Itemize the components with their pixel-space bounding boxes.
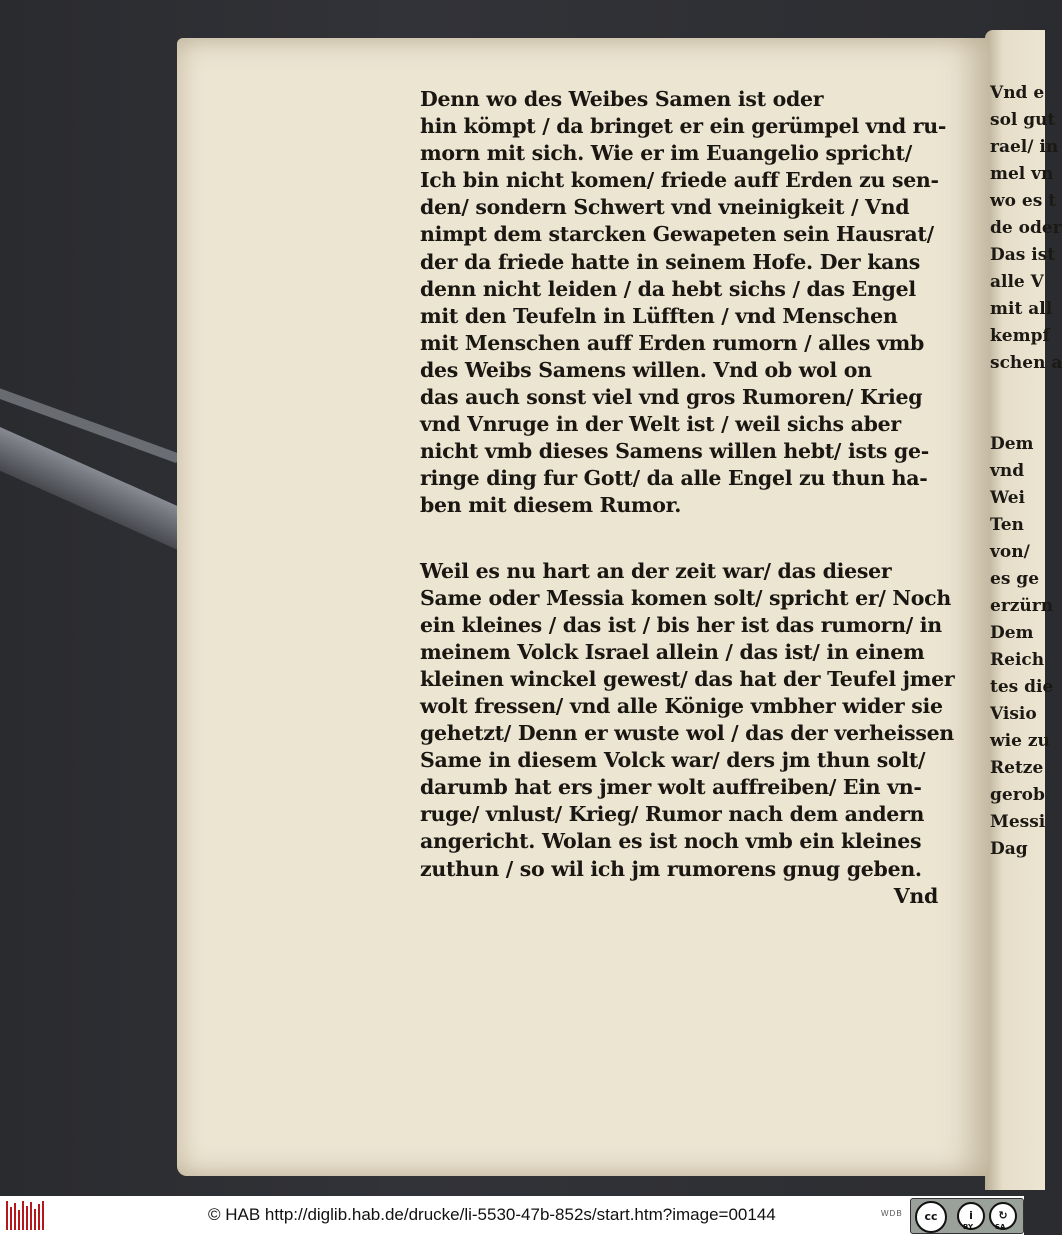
sa-icon: ↻ bbox=[989, 1202, 1017, 1230]
facing-text-fragment: wie zu bbox=[990, 731, 1050, 751]
copyright-link[interactable]: © HAB http://diglib.hab.de/drucke/li-5530-47b-852s/start.htm?image=00144 bbox=[208, 1205, 776, 1224]
wdb-mark: WDB bbox=[881, 1209, 903, 1218]
text-line: Ich bin nicht komen/ friede auff Erden zu sen- bbox=[420, 168, 939, 193]
facing-text-fragment: von/ bbox=[990, 542, 1030, 562]
facing-text-fragment: mit all bbox=[990, 299, 1053, 319]
text-line: Same in diesem Volck war/ ders jm thun solt/ bbox=[420, 748, 926, 773]
text-line: mit den Teufeln in Lüfften / vnd Menschen bbox=[420, 303, 898, 328]
catchword: Vnd bbox=[893, 883, 938, 908]
facing-text-fragment: Messi bbox=[990, 812, 1046, 832]
facing-text-fragment: schen a bbox=[990, 353, 1062, 373]
facing-text-fragment: es ge bbox=[990, 569, 1040, 589]
facing-page-text bbox=[990, 80, 1062, 863]
text-line: zuthun / so wil ich jm rumorens gnug geben. bbox=[420, 856, 922, 881]
facing-text-fragment: sol gut bbox=[990, 110, 1056, 130]
text-line: das auch sonst viel vnd gros Rumoren/ Krieg bbox=[420, 385, 923, 410]
paragraph-1 bbox=[420, 86, 960, 520]
by-label: BY bbox=[963, 1223, 974, 1231]
text-line: vnd Vnruge in der Welt ist / weil sichs aber bbox=[420, 412, 901, 437]
text-line: den/ sondern Schwert vnd vneinigkeit / Vnd bbox=[420, 195, 910, 220]
facing-text-fragment: Vnd e bbox=[990, 83, 1045, 103]
paragraph-2 bbox=[420, 558, 960, 883]
hab-logo-icon bbox=[6, 1201, 46, 1230]
text-line: gehetzt/ Denn er wuste wol / das der verheissen bbox=[420, 721, 954, 746]
facing-text-fragment: kempf bbox=[990, 326, 1050, 346]
text-line: wolt fressen/ vnd alle Könige vmbher wider sie bbox=[420, 693, 943, 718]
text-line: denn nicht leiden / da hebt sichs / das Engel bbox=[420, 276, 916, 301]
facing-text-fragment bbox=[990, 404, 1030, 431]
facing-text-fragment: Dag bbox=[990, 839, 1028, 859]
facing-text-fragment: alle V bbox=[990, 272, 1044, 292]
facing-text-fragment: tes die bbox=[990, 677, 1054, 697]
facing-text-fragment: gerob bbox=[990, 785, 1045, 805]
text-line: der da friede hatte in seinem Hofe. Der kans bbox=[420, 249, 920, 274]
facing-text-fragment: Das ist bbox=[990, 245, 1056, 265]
facing-text-fragment: de oder bbox=[990, 218, 1062, 238]
facing-text-fragment: rael/ in bbox=[990, 137, 1059, 157]
facing-text-fragment: Dem bbox=[990, 434, 1034, 454]
page-text bbox=[420, 86, 960, 910]
facing-text-fragment: Retze bbox=[990, 758, 1044, 778]
facing-text-fragment: Visio bbox=[990, 704, 1037, 724]
facing-text-fragment: Ten bbox=[990, 515, 1024, 535]
text-line: ruge/ vnlust/ Krieg/ Rumor nach dem andern bbox=[420, 802, 925, 827]
sa-label: SA bbox=[995, 1223, 1006, 1231]
text-line: Weil es nu hart an der zeit war/ das dieser bbox=[420, 558, 892, 583]
text-line: ein kleines / das ist / bis her ist das rumorn/ in bbox=[420, 612, 942, 637]
text-line: angericht. Wolan es ist noch vmb ein kleines bbox=[420, 829, 922, 854]
text-line: kleinen winckel gewest/ das hat der Teufel jmer bbox=[420, 666, 955, 691]
text-line: morn mit sich. Wie er im Euangelio spricht/ bbox=[420, 141, 912, 166]
text-line: Same oder Messia komen solt/ spricht er/ Noch bbox=[420, 585, 951, 610]
facing-text-fragment bbox=[990, 377, 1030, 404]
facing-text-fragment: vnd bbox=[990, 461, 1025, 481]
text-line: hin kömpt / da bringet er ein gerümpel vnd ru- bbox=[420, 114, 947, 139]
text-line: ben mit diesem Rumor. bbox=[420, 493, 682, 518]
text-line: mit Menschen auff Erden rumorn / alles vmb bbox=[420, 330, 924, 355]
facing-text-fragment: Wei bbox=[990, 488, 1025, 508]
facing-text-fragment: mel vn bbox=[990, 164, 1054, 184]
text-line: meinem Volck Israel allein / das ist/ in einem bbox=[420, 639, 925, 664]
text-line: des Weibs Samens willen. Vnd ob wol on bbox=[420, 357, 872, 382]
facing-text-fragment: Dem bbox=[990, 623, 1034, 643]
cc-icon: cc bbox=[915, 1201, 947, 1233]
facing-text-fragment: wo es t bbox=[990, 191, 1057, 211]
cc-license-badge[interactable] bbox=[910, 1198, 1024, 1234]
facing-text-fragment: Reich bbox=[990, 650, 1045, 670]
text-line: nimpt dem starcken Gewapeten sein Hausrat/ bbox=[420, 222, 934, 247]
glass-weight bbox=[0, 422, 198, 552]
footer-bar bbox=[0, 1196, 1024, 1235]
text-line: Denn wo des Weibes Samen ist oder bbox=[420, 87, 824, 111]
by-icon: i bbox=[957, 1202, 985, 1230]
text-line: ringe ding fur Gott/ da alle Engel zu thun ha- bbox=[420, 466, 928, 491]
text-line: darumb hat ers jmer wolt auffreiben/ Ein vn- bbox=[420, 775, 922, 800]
text-line: nicht vmb dieses Samens willen hebt/ ists ge- bbox=[420, 439, 929, 464]
facing-text-fragment: erzürn bbox=[990, 596, 1054, 616]
